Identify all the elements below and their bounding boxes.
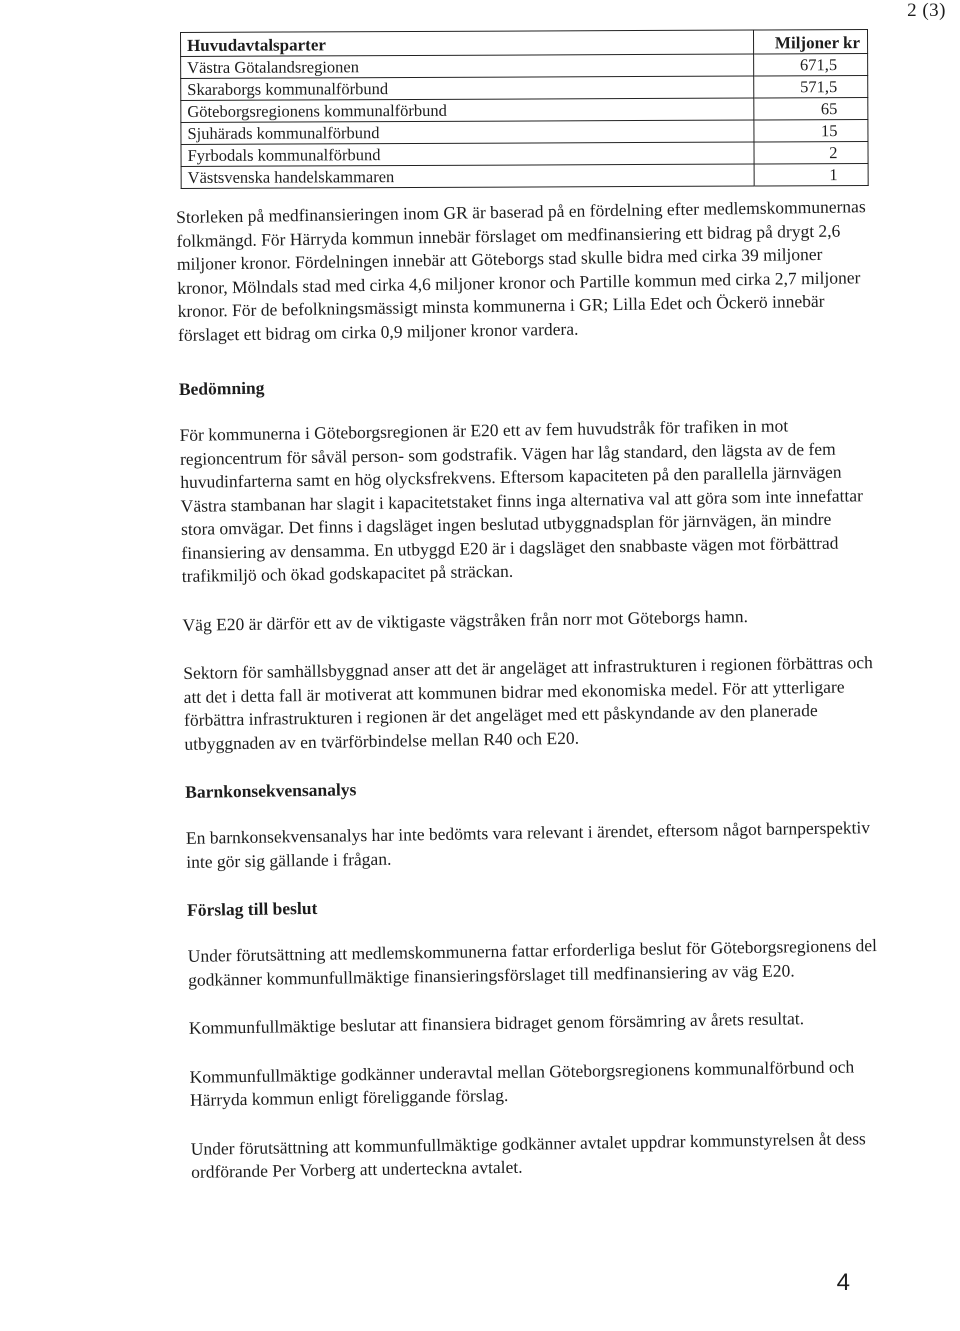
table-row (181, 53, 868, 78)
party-amount: 15 (754, 119, 868, 141)
main-parties-table (180, 29, 869, 189)
table-row (181, 97, 868, 122)
main-parties-table-container (180, 29, 869, 189)
party-amount: 571,5 (754, 75, 868, 97)
handwritten-page-number: 4 (836, 1269, 850, 1296)
body-paragraph: Väg E20 är därför ett av de viktigaste vägstråken från norr mot Göteborgs hamn. (182, 605, 749, 635)
body-paragraph: Under förutsättning att medlemskommunerna fattar erforderliga beslut för Göteborgsregionens del godkänner kommunfullmäktige finansieringsförslaget till medfinansiering av väg E20. (187, 935, 878, 990)
intro-paragraph: Storleken på medfinansieringen inom GR är baserad på en fördelning efter medlemskommunernas folkmängd. För Härryda kommun innebär förslaget om medfinansiering ett bidrag på drygt 2,6 miljoner kronor. Fördelningen innebär att Göteborgs stad skulle bidra med cirka 39 miljoner kronor, Mölndals stad med cirka 4,6 miljoner kronor och Partille kommun med cirka 2,7 miljoner kronor. För de befolkningsmässigt minsta kommunerna i GR; Lilla Edet och Öckerö innebär förslaget ett bidrag om cirka 0,9 miljoner kronor vardera. (176, 196, 866, 345)
party-name: Västsvenska handelskammaren (181, 164, 754, 188)
section-heading-barnkonsekvensanalys: Barnkonsekvensanalys (185, 779, 357, 802)
party-amount: 1 (754, 163, 868, 185)
party-amount: 65 (754, 97, 868, 119)
party-name: Göteborgsregionens kommunalförbund (181, 98, 754, 122)
table-row (181, 141, 868, 166)
party-name: Skaraborgs kommunalförbund (181, 76, 754, 100)
table-row (181, 119, 868, 144)
section-heading-forslag-till-beslut: Förslag till beslut (186, 897, 318, 920)
body-paragraph: Kommunfullmäktige godkänner underavtal mellan Göteborgsregionens kommunalförbund och Härryda kommun enligt föreliggande förslag. (189, 1055, 855, 1110)
body-paragraph: För kommunerna i Göteborgsregionen är E20 ett av fem huvudstråk för trafiken in mot regioncentrum för såväl person- som godstrafik. Vägen har låg standard, den lägsta av de fem huvudinfarterna samt en hög olycksfrekvens. Eftersom kapaciteten på den parallella järnvägen Västra stambanan har slagit i kapacitetstaket finns inga alternativa val att göra som inte innefattar stora omvägar. Det finns i dagsläget ingen beslutad utbyggnadsplan för järnvägen, än mindre finansiering av densamma. En utbyggd E20 är i dagsläget den snabbaste vägen mot förbättrad trafikmiljö och ökad godskapacitet på sträckan. (179, 415, 864, 586)
body-paragraph: En barnkonsekvensanalys har inte bedömts vara relevant i ärendet, eftersom något barnperspektiv inte gör sig gällande i frågan. (185, 817, 871, 872)
party-amount: 2 (754, 141, 868, 163)
table-header-amount: Miljoner kr (753, 30, 867, 54)
table-header-name: Huvudavtalsparter (181, 30, 754, 56)
party-name: Sjuhärads kommunalförbund (181, 120, 754, 144)
table-row (181, 163, 868, 188)
table-row (181, 75, 868, 100)
document-body (176, 195, 882, 1209)
party-name: Västra Götalandsregionen (181, 54, 754, 78)
body-paragraph: Kommunfullmäktige beslutar att finansiera bidraget genom försämring av årets resultat. (188, 1008, 805, 1038)
table-header-row (181, 30, 868, 57)
page-number: 2 (3) (907, 0, 946, 21)
party-amount: 671,5 (754, 53, 868, 75)
section-heading-bedomning: Bedömning (178, 377, 265, 399)
body-paragraph: Sektorn för samhällsbyggnad anser att det är angeläget att infrastrukturen i regionen förbättras och att det i detta fall är motiverat att kommunen bidrar med ekonomiska medel. För att ytterligare förbättra infrastrukturen i regionen är det angeläget med ett påskyndande av den planerade utbyggnaden av en tvärförbindelse mellan R40 och E20. (183, 652, 873, 754)
body-paragraph: Under förutsättning att kommunfullmäktige godkänner avtalet uppdrar kommunstyrelsen åt dess ordförande Per Vorberg att underteckna avtalet. (190, 1127, 866, 1182)
party-name: Fyrbodals kommunalförbund (181, 142, 754, 166)
